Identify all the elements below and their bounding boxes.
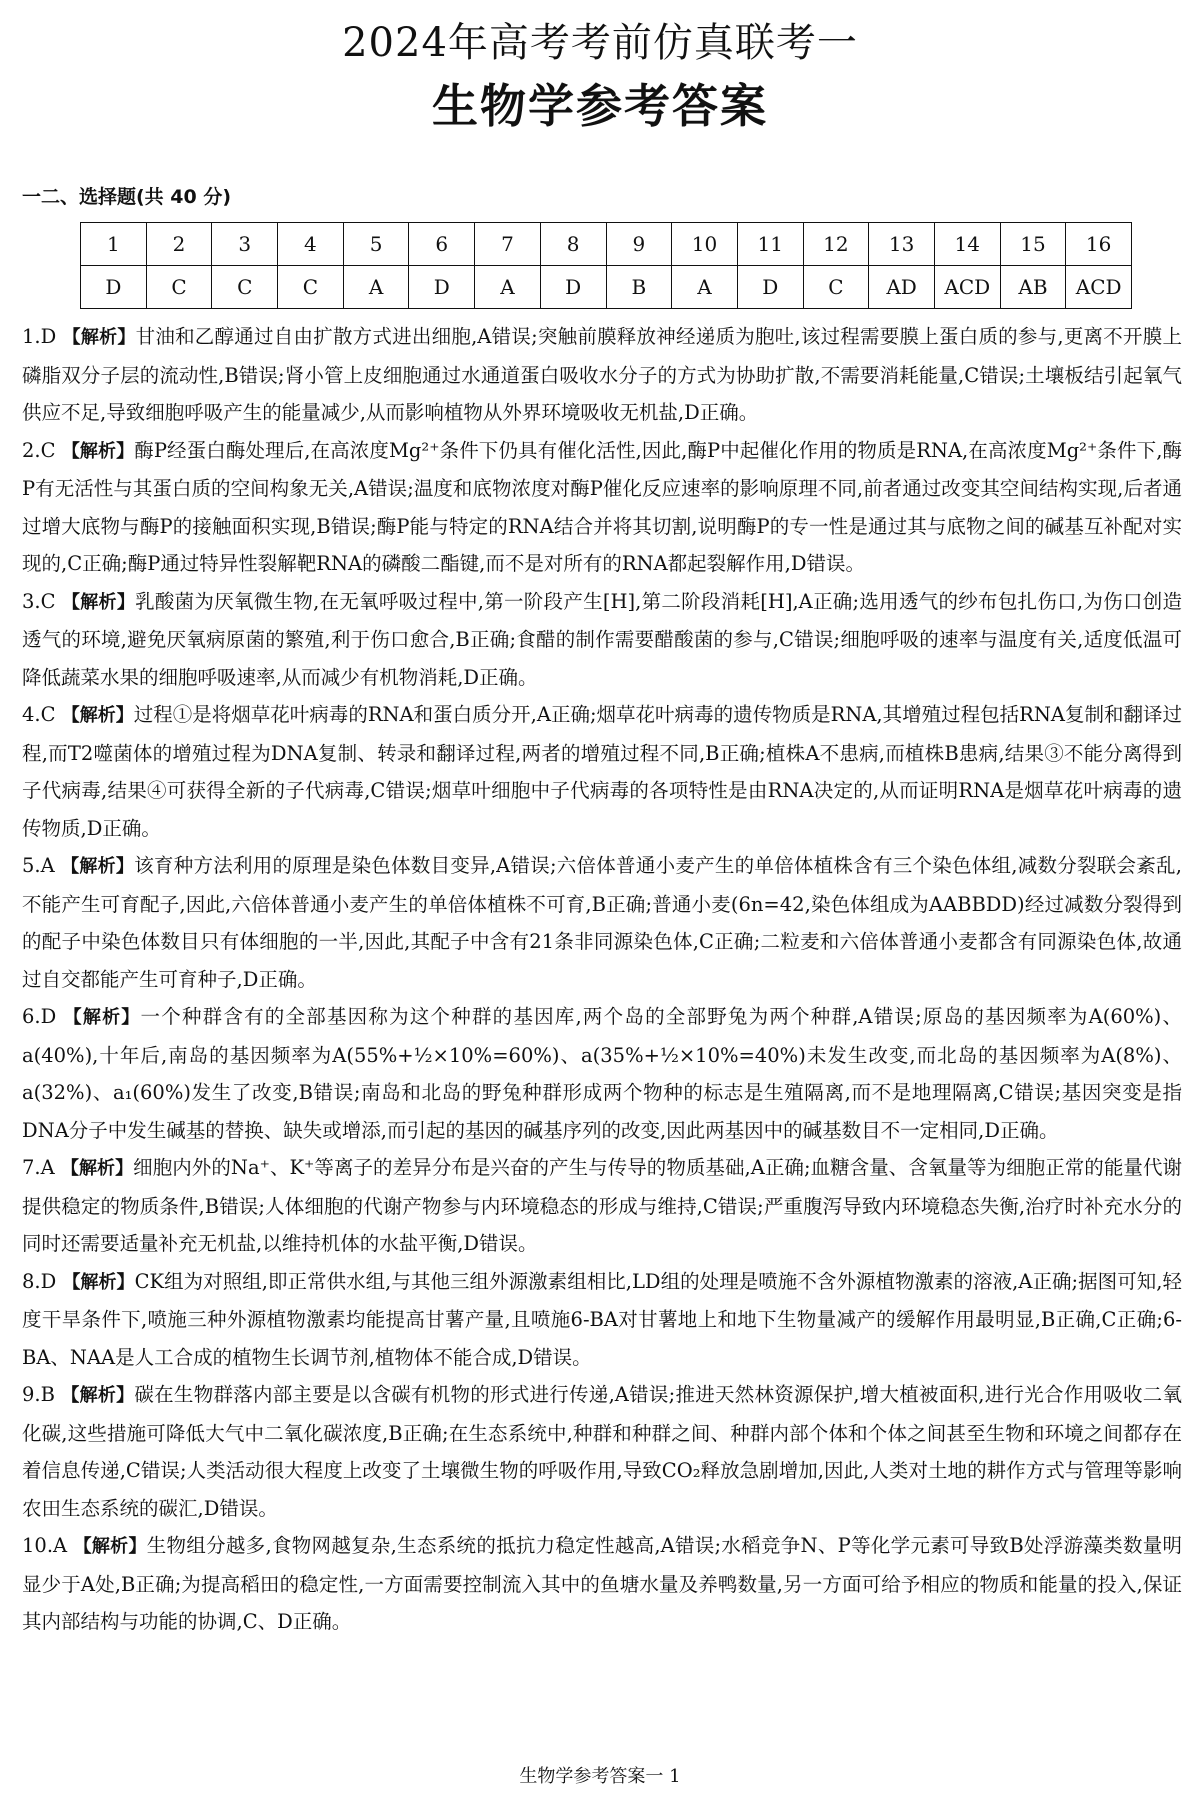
question-answer-label: 9.B	[22, 1383, 62, 1406]
answer-table-number-row	[81, 223, 1132, 266]
explanation-text: 甘油和乙醇通过自由扩散方式进出细胞,A错误;突触前膜释放神经递质为胞吐,该过程需要膜上蛋白质的参与,更离不开膜上磷脂双分子层的流动性,B错误;肾小管上皮细胞通过水通道蛋白吸收水分子的方式为协助扩散,不需要消耗能量,C错误;土壤板结引起氧气供应不足,导致细胞呼吸产生的能量减少,从而影响植物从外界环境吸收无机盐,D正确。	[22, 325, 1182, 424]
explanation-item	[22, 318, 1182, 432]
explanation-text: 过程①是将烟草花叶病毒的RNA和蛋白质分开,A正确;烟草花叶病毒的遗传物质是RNA,其增殖过程包括RNA复制和翻译过程,而T2噬菌体的增殖过程为DNA复制、转录和翻译过程,两者的增殖过程不同,B正确;植株A不患病,而植株B患病,结果③不能分离得到子代病毒,结果④可获得全新的子代病毒,C错误;烟草叶细胞中子代病毒的各项特性是由RNA决定的,从而证明RNA是烟草花叶病毒的遗传物质,D正确。	[22, 703, 1183, 840]
question-number-cell: 10	[672, 223, 738, 266]
answer-cell: A	[672, 266, 738, 309]
question-number-cell: 11	[737, 223, 803, 266]
question-number-cell: 1	[81, 223, 147, 266]
question-number-cell: 2	[146, 223, 212, 266]
question-answer-label: 4.C	[22, 703, 62, 726]
answer-cell: C	[803, 266, 869, 309]
section-heading: 一二、选择题(共 40 分)	[22, 186, 232, 208]
explanation-text: 细胞内外的Na⁺、K⁺等离子的差异分布是兴奋的产生与传导的物质基础,A正确;血糖含量、含氧量等为细胞正常的能量代谢提供稳定的物质条件,B错误;人体细胞的代谢产物参与内环境稳态的形成与维持,C错误;严重腹泻导致内环境稳态失衡,治疗时补充水分的同时还需要适量补充无机盐,以维持机体的水盐平衡,D错误。	[22, 1156, 1183, 1255]
answer-cell: C	[278, 266, 344, 309]
document-subtitle: 生物学参考答案	[432, 79, 768, 133]
question-answer-label: 7.A	[22, 1156, 61, 1179]
question-number-cell: 9	[606, 223, 672, 266]
answer-cell: A	[475, 266, 541, 309]
explanation-item	[22, 1527, 1182, 1641]
explanation-text: 生物组分越多,食物网越复杂,生态系统的抵抗力稳定性越高,A错误;水稻竞争N、P等化学元素可导致B处浮游藻类数量明显少于A处,B正确;为提高稻田的稳定性,一方面需要控制流入其中的鱼塘水量及养鸭数量,另一方面可给予相应的物质和能量的投入,保证其内部结构与功能的协调,C、D正确。	[22, 1534, 1183, 1633]
answer-table	[80, 222, 1132, 309]
analysis-tag: 【解析】	[61, 856, 135, 877]
analysis-tag: 【解析】	[61, 440, 135, 462]
question-answer-label: 2.C	[22, 438, 62, 462]
analysis-tag: 【解析】	[62, 1271, 135, 1293]
analysis-tag: 【解析】	[62, 327, 136, 348]
question-answer-label: 8.D	[22, 1269, 63, 1293]
answer-cell: AB	[1000, 266, 1066, 309]
question-number-cell: 5	[343, 223, 409, 266]
explanation-text: 乳酸菌为厌氧微生物,在无氧呼吸过程中,第一阶段产生[H],第二阶段消耗[H],A正确;选用透气的纱布包扎伤口,为伤口创造透气的环境,避免厌氧病原菌的繁殖,利于伤口愈合,B正确;食醋的制作需要醋酸菌的参与,C错误;细胞呼吸的速率与温度有关,适度低温可降低蔬菜水果的细胞呼吸速率,从而减少有机物消耗,D正确。	[22, 589, 1182, 689]
question-number-cell: 16	[1066, 223, 1132, 266]
explanation-text: 酶P经蛋白酶处理后,在高浓度Mg²⁺条件下仍具有催化活性,因此,酶P中起催化作用的物质是RNA,在高浓度Mg²⁺条件下,酶P有无活性与其蛋白质的空间构象无关,A错误;温度和底物浓度对酶P催化反应速率的影响原理不同,前者通过改变其空间结构实现,后者通过增大底物与酶P的接触面积实现,B错误;酶P能与特定的RNA结合并将其切割,说明酶P的专一性是通过其与底物之间的碱基互补配对实现的,C正确;酶P通过特异性裂解靶RNA的磷酸二酯键,而不是对所有的RNA都起裂解作用,D错误。	[22, 438, 1182, 575]
analysis-tag: 【解析】	[63, 1007, 141, 1028]
explanation-text: CK组为对照组,即正常供水组,与其他三组外源激素组相比,LD组的处理是喷施不含外源植物激素的溶液,A正确;据图可知,轻度干旱条件下,喷施三种外源植物激素均能提高甘薯产量,且喷施6-BA对甘薯地上和地下生物量减产的缓解作用最明显,B正确,C正确;6-BA、NAA是人工合成的植物生长调节剂,植物体不能合成,D错误。	[22, 1269, 1182, 1369]
analysis-tag: 【解析】	[60, 1158, 134, 1179]
answer-cell: C	[146, 266, 212, 309]
answer-cell: B	[606, 266, 672, 309]
answer-cell: C	[212, 266, 278, 309]
analysis-tag: 【解析】	[73, 1536, 147, 1557]
document-title: 2024年高考考前仿真联考一	[342, 20, 858, 66]
explanation-item	[22, 1149, 1182, 1263]
question-answer-label: 6.D	[22, 1005, 64, 1028]
answer-cell: D	[409, 266, 475, 309]
explanation-list	[22, 318, 1182, 1641]
explanation-item	[22, 1376, 1182, 1527]
analysis-tag: 【解析】	[62, 591, 136, 613]
question-number-cell: 8	[540, 223, 606, 266]
explanation-text: 碳在生物群落内部主要是以含碳有机物的形式进行传递,A错误;推进天然林资源保护,增大植被面积,进行光合作用吸收二氧化碳,这些措施可降低大气中二氧化碳浓度,B正确;在生态系统中,种群和种群之间、种群内部个体和个体之间甚至生物和环境之间都存在着信息传递,C错误;人类活动很大程度上改变了土壤微生物的呼吸作用,导致CO₂释放急剧增加,因此,人类对土地的耕作方式与管理等影响农田生态系统的碳汇,D错误。	[22, 1383, 1182, 1520]
question-answer-label: 1.D	[22, 325, 63, 348]
question-number-cell: 13	[869, 223, 935, 266]
question-answer-label: 5.A	[22, 854, 62, 877]
question-number-cell: 12	[803, 223, 869, 266]
explanation-item	[22, 583, 1182, 697]
answer-cell: AD	[869, 266, 935, 309]
answer-table-answer-row	[81, 266, 1132, 309]
explanation-item	[22, 847, 1182, 998]
question-answer-label: 3.C	[22, 589, 62, 613]
question-number-cell: 15	[1000, 223, 1066, 266]
question-number-cell: 14	[934, 223, 1000, 266]
question-answer-label: 10.A	[22, 1534, 74, 1557]
question-number-cell: 6	[409, 223, 475, 266]
question-number-cell: 7	[475, 223, 541, 266]
explanation-item	[22, 696, 1182, 847]
question-number-cell: 3	[212, 223, 278, 266]
page-footer: 生物学参考答案一 1	[519, 1766, 681, 1787]
answer-cell: A	[343, 266, 409, 309]
question-number-cell: 4	[278, 223, 344, 266]
explanation-text: 一个种群含有的全部基因称为这个种群的基因库,两个岛的全部野兔为两个种群,A错误;原岛的基因频率为A(60%)、a(40%),十年后,南岛的基因频率为A(55%+½×10%=60%)、a(35%+½×10%=40%)未发生改变,而北岛的基因频率为A(8%)、a(32%)、a₁(60%)发生了改变,B错误;南岛和北岛的野兔种群形成两个物种的标志是生殖隔离,而不是地理隔离,C错误;基因突变是指DNA分子中发生碱基的替换、缺失或增添,而引起的基因的碱基序列的改变,因此两基因中的碱基数目不一定相同,D正确。	[22, 1005, 1182, 1142]
answer-cell: ACD	[934, 266, 1000, 309]
analysis-tag: 【解析】	[61, 705, 134, 726]
explanation-text: 该育种方法利用的原理是染色体数目变异,A错误;六倍体普通小麦产生的单倍体植株含有三个染色体组,减数分裂联会紊乱,不能产生可育配子,因此,六倍体普通小麦产生的单倍体植株不可育,B正确;普通小麦(6n=42,染色体组成为AABBDD)经过减数分裂得到的配子中染色体数目只有体细胞的一半,因此,其配子中含有21条非同源染色体,C正确;二粒麦和六倍体普通小麦都含有同源染色体,故通过自交都能产生可育种子,D正确。	[22, 854, 1183, 991]
analysis-tag: 【解析】	[61, 1385, 135, 1406]
answer-cell: ACD	[1066, 266, 1132, 309]
answer-cell: D	[737, 266, 803, 309]
answer-cell: D	[81, 266, 147, 309]
explanation-item	[22, 432, 1182, 583]
explanation-item	[22, 1263, 1182, 1377]
answer-cell: D	[540, 266, 606, 309]
explanation-item	[22, 998, 1182, 1149]
